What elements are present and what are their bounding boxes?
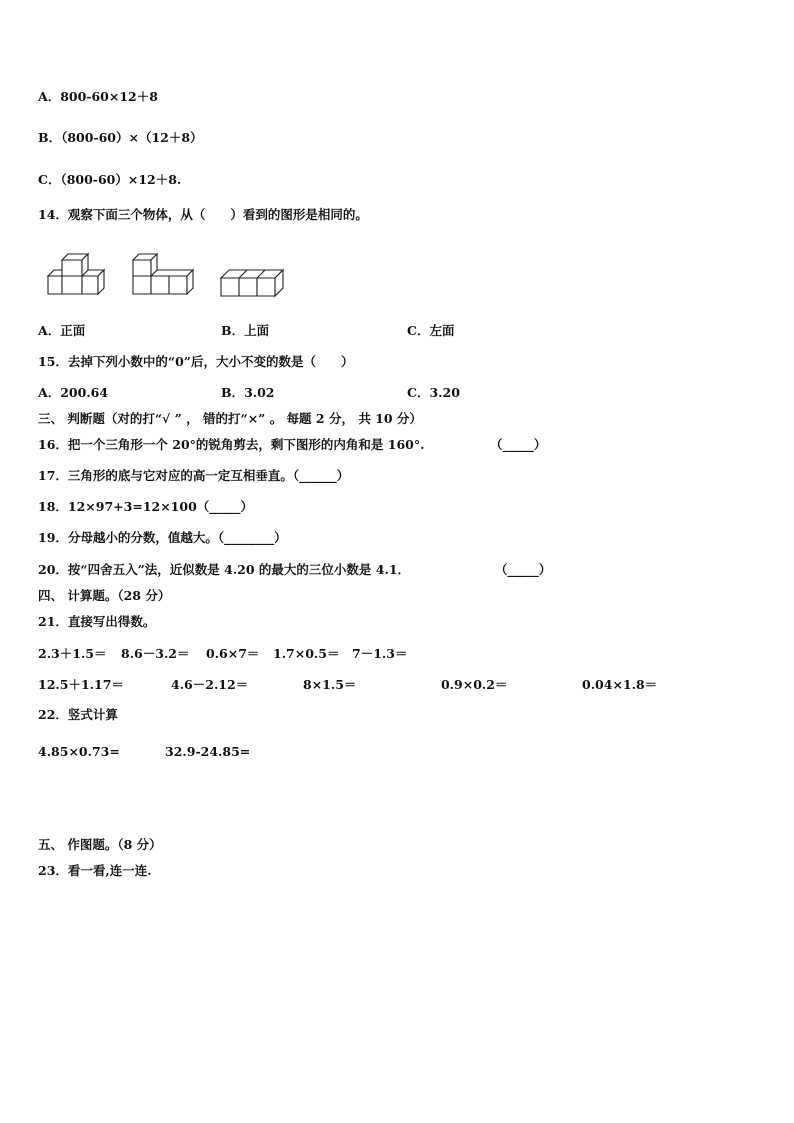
q21-row2-item: 8×1.5＝	[303, 677, 357, 692]
section3-heading: 三、 判断题（对的打“√ ” ， 错的打“×” 。 每题 2 分， 共 10 分）	[38, 411, 422, 426]
q21-row1-item: 7－1.3＝	[352, 646, 408, 661]
q13-option-a: A．800-60×12＋8	[38, 89, 158, 104]
q21-row1-item: 1.7×0.5＝	[273, 646, 340, 661]
q22-stem: 22．竖式计算	[38, 707, 118, 722]
solid-figure-2	[131, 252, 197, 298]
q15-option-c: C．3.20	[407, 385, 460, 400]
q21-row1-item: 8.6－3.2＝	[121, 646, 190, 661]
q18-text: 18．12×97+3=12×100（_____）	[38, 499, 254, 514]
q22-item: 32.9-24.85=	[165, 744, 251, 759]
q21-row2-item: 12.5＋1.17＝	[38, 677, 124, 692]
q15-option-a: A．200.64	[38, 385, 109, 400]
q22-item: 4.85×0.73=	[38, 744, 120, 759]
q20-text: 20．按“四舍五入”法，近似数是 4.20 的最大的三位小数是 4.1．	[38, 562, 411, 577]
solid-figure-3	[219, 252, 285, 298]
q14-option-a: A．正面	[38, 323, 86, 338]
section4-heading: 四、 计算题。（28 分）	[38, 588, 171, 603]
q15-option-b: B．3.02	[221, 385, 275, 400]
q16-text: 16．把一个三角形一个 20°的锐角剪去，剩下图形的内角和是 160°.	[38, 437, 425, 452]
solid-figure-1	[44, 252, 108, 298]
q14-option-b: B．上面	[221, 323, 270, 338]
q21-row1-item: 0.6×7＝	[206, 646, 260, 661]
q15-stem: 15．去掉下列小数中的“0”后，大小不变的数是（ ）	[38, 354, 354, 369]
q17-text: 17．三角形的底与它对应的高一定互相垂直。（______）	[38, 468, 350, 483]
q13-option-b: B．（800-60）×（12＋8）	[38, 130, 203, 145]
q21-row1-item: 2.3＋1.5＝	[38, 646, 107, 661]
q21-row2-item: 0.04×1.8＝	[582, 677, 658, 692]
q14-option-c: C．左面	[407, 323, 455, 338]
q14-stem: 14．观察下面三个物体，从（ ）看到的图形是相同的。	[38, 207, 368, 222]
q13-option-c: C．（800-60）×12＋8.	[38, 172, 182, 187]
q16-blank: （_____）	[490, 437, 547, 452]
q20-blank: （_____）	[495, 562, 552, 577]
q19-text: 19．分母越小的分数，值越大。（________）	[38, 530, 287, 545]
q21-row2-item: 4.6－2.12＝	[171, 677, 249, 692]
q21-row2-item: 0.9×0.2＝	[441, 677, 508, 692]
section5-heading: 五、 作图题。（8 分）	[38, 837, 162, 852]
q21-stem: 21．直接写出得数。	[38, 614, 156, 629]
q23-stem: 23．看一看,连一连.	[38, 863, 152, 878]
